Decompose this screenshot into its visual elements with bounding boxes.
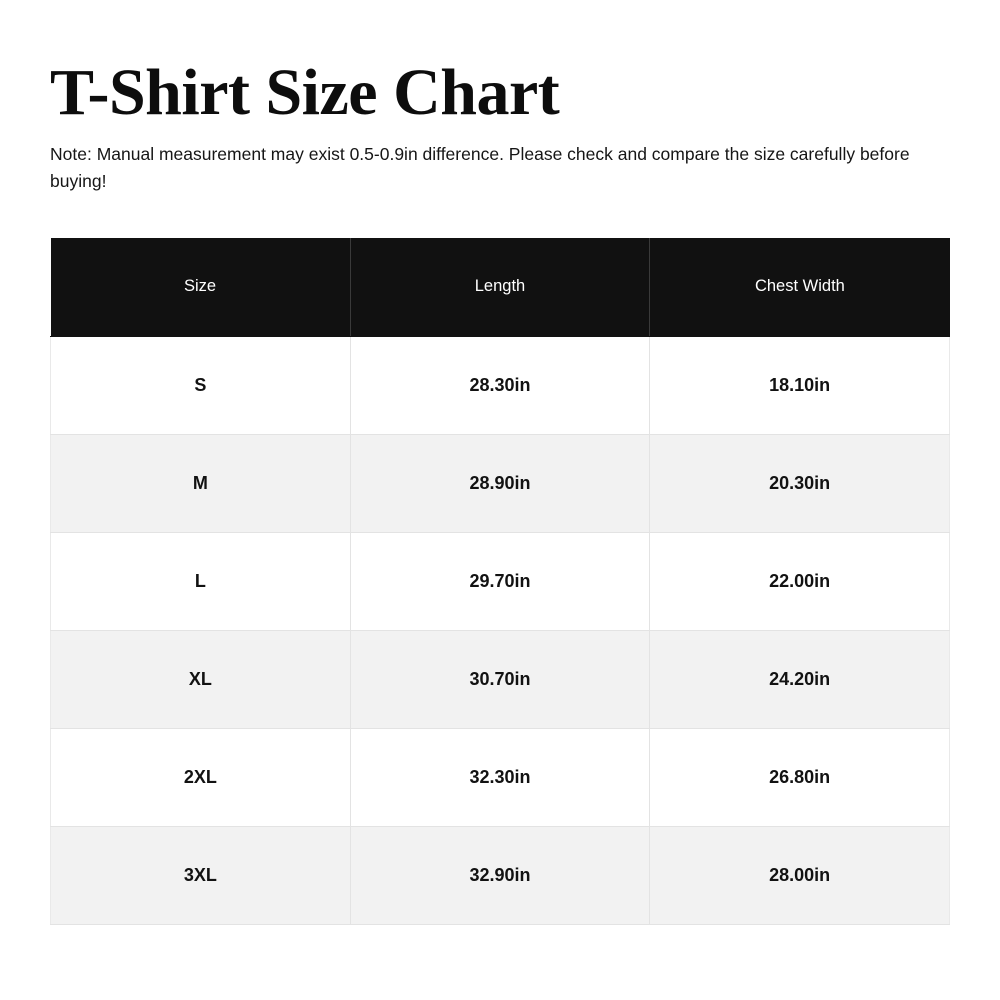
column-header-chest-width: Chest Width: [650, 238, 950, 337]
cell-size: M: [51, 434, 351, 532]
page-title: T-Shirt Size Chart: [50, 56, 560, 129]
cell-chest-width: 20.30in: [650, 434, 950, 532]
cell-chest-width: 24.20in: [650, 630, 950, 728]
table-row: [51, 826, 950, 924]
cell-chest-width: 18.10in: [650, 336, 950, 434]
cell-size: 2XL: [51, 728, 351, 826]
cell-chest-width: 28.00in: [650, 826, 950, 924]
table-header: [51, 238, 950, 337]
cell-length: 28.90in: [350, 434, 650, 532]
cell-length: 28.30in: [350, 336, 650, 434]
table-row: [51, 728, 950, 826]
cell-size: XL: [51, 630, 351, 728]
column-header-size: Size: [51, 238, 351, 337]
cell-chest-width: 22.00in: [650, 532, 950, 630]
column-header-length: Length: [350, 238, 650, 337]
table-row: [51, 532, 950, 630]
cell-length: 32.30in: [350, 728, 650, 826]
size-chart-table: [50, 238, 950, 925]
size-chart-table-container: [50, 238, 950, 925]
cell-size: 3XL: [51, 826, 351, 924]
cell-length: 32.90in: [350, 826, 650, 924]
cell-size: S: [51, 336, 351, 434]
table-row: [51, 336, 950, 434]
table-header-row: [51, 238, 950, 337]
measurement-note: Note: Manual measurement may exist 0.5-0.9in difference. Please check and compare the size carefully before buying!: [50, 144, 910, 192]
cell-chest-width: 26.80in: [650, 728, 950, 826]
table-row: [51, 630, 950, 728]
cell-size: L: [51, 532, 351, 630]
table-row: [51, 434, 950, 532]
table-body: [51, 336, 950, 924]
cell-length: 30.70in: [350, 630, 650, 728]
cell-length: 29.70in: [350, 532, 650, 630]
